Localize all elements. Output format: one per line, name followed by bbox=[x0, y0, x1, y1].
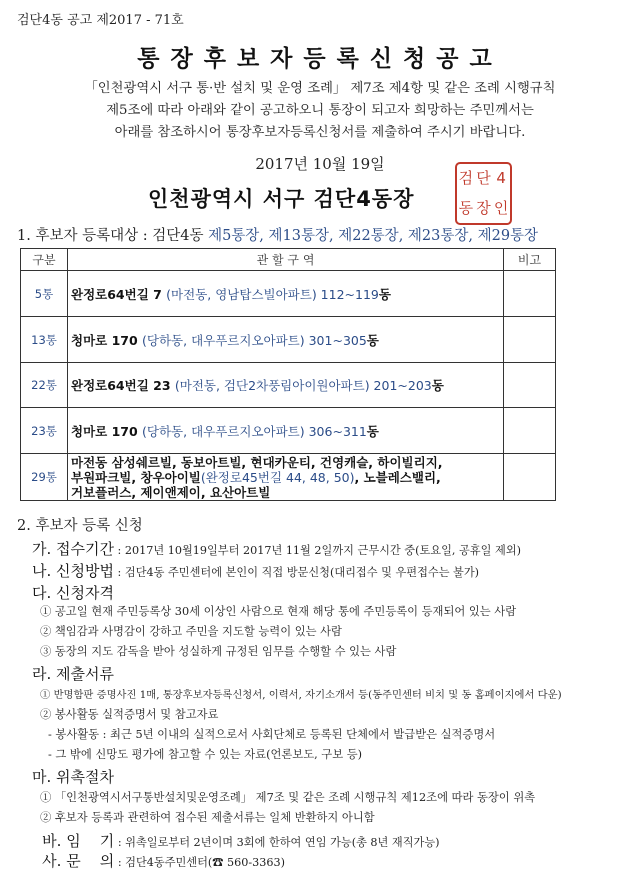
tong-number: 5통 bbox=[21, 271, 68, 317]
table-row bbox=[21, 363, 556, 408]
appointment-heading bbox=[32, 766, 114, 787]
appointment-item: ① 「인천광역시서구통반설치및운영조례」 제7조 및 같은 조례 시행규칙 제12조에 따라 동장이 위촉 bbox=[40, 791, 536, 804]
address: 청마로 170 bbox=[71, 332, 143, 348]
appointment-label: 마. 위촉절차 bbox=[32, 768, 114, 786]
tong-number: 29통 bbox=[21, 454, 68, 501]
seal-char: 장 bbox=[476, 198, 491, 217]
period-value: 2017년 10월19일부터 2017년 11월 2일까지 근무시간 중(토요일, 공휴일 제외) bbox=[124, 544, 521, 557]
qualification-item: ③ 동장의 지도 감독을 받아 성실하게 규정된 임무를 수행할 수 있는 사람 bbox=[40, 645, 397, 658]
address: 완정로64번길 23 bbox=[71, 378, 175, 393]
header-category: 구분 bbox=[21, 249, 68, 271]
contact-value: 검단4동주민센터(☎ 560-3363) bbox=[125, 856, 286, 869]
area-line bbox=[71, 470, 503, 485]
area-text: 부원파크빌, 창우아이빌 bbox=[71, 469, 201, 485]
documents-heading bbox=[32, 663, 114, 684]
seal-char: 단 bbox=[476, 169, 491, 188]
area-detail: (완정로45번길 44, 48, 50) bbox=[200, 469, 355, 485]
section1-heading bbox=[17, 224, 538, 245]
address: 완정로64번길 7 bbox=[71, 286, 167, 302]
tong-number: 22통 bbox=[21, 363, 68, 408]
area-suffix: 동 bbox=[431, 378, 444, 393]
area-suffix: 동 bbox=[366, 332, 379, 348]
seal-char: 동 bbox=[458, 198, 474, 217]
intro-line: 「인천광역시 서구 통·반 설치 및 운영 조례」 제7조 제4항 및 같은 조례 시행규칙 bbox=[84, 81, 556, 96]
method-value: 검단4동 주민센터에 본인이 직접 방문신청(대리접수 및 우편접수는 불가) bbox=[124, 566, 480, 579]
area-suffix: 동 bbox=[378, 286, 391, 302]
document-number: 검단4동 공고 제2017 - 71호 bbox=[17, 13, 184, 28]
jurisdiction-table bbox=[20, 248, 556, 501]
table-header-row bbox=[21, 249, 556, 271]
address: 청마로 170 bbox=[71, 423, 143, 439]
table-row bbox=[21, 408, 556, 454]
section1-label: 1. 후보자 등록대상 : 검단4동 bbox=[17, 228, 209, 244]
document-sub-item: - 그 밖에 신망도 평가에 참고할 수 있는 자료(언론보도, 구보 등) bbox=[48, 748, 363, 761]
note-cell bbox=[504, 454, 556, 501]
area-suffix: 동 bbox=[366, 423, 379, 439]
section1-targets: 제5통장, 제13통장, 제22통장, 제23통장, 제29통장 bbox=[208, 228, 539, 244]
intro-paragraph bbox=[0, 78, 640, 144]
jurisdiction-area bbox=[68, 317, 504, 363]
section2-heading: 2. 후보자 등록 신청 bbox=[17, 518, 143, 534]
jurisdiction-area bbox=[68, 271, 504, 317]
seal-char: 검 bbox=[458, 169, 474, 188]
intro-line: 제5조에 따라 아래와 같이 공고하오니 통장이 되고자 희망하는 주민께서는 bbox=[106, 103, 534, 118]
tong-number: 13통 bbox=[21, 317, 68, 363]
contact-info bbox=[32, 831, 285, 871]
separator: : bbox=[114, 856, 126, 869]
separator: : bbox=[114, 544, 125, 557]
area-detail: (당하동, 대우푸르지오아파트) 306~311 bbox=[142, 423, 367, 439]
table-row bbox=[21, 454, 556, 501]
appointment-item: ② 후보자 등록과 관련하여 접수된 제출서류는 일체 반환하지 아니함 bbox=[40, 811, 375, 824]
intro-line: 아래를 참조하시어 통장후보자등록신청서를 제출하여 주시기 바랍니다. bbox=[114, 125, 526, 140]
area-line: 마전동 삼성쉐르빌, 동보아트빌, 현대카운티, 건영캐슬, 하이빌리지, bbox=[71, 454, 443, 470]
header-area: 관 할 구 역 bbox=[68, 249, 504, 271]
area-detail: (마전동, 검단2차풍림아이원아파트) 201~203 bbox=[174, 378, 432, 393]
header-note: 비고 bbox=[504, 249, 556, 271]
qualification-label: 다. 신청자격 bbox=[32, 584, 114, 602]
note-cell bbox=[504, 317, 556, 363]
note-cell bbox=[504, 271, 556, 317]
method-label: 나. 신청방법 bbox=[32, 562, 114, 580]
documents-label: 라. 제출서류 bbox=[32, 665, 114, 683]
issuer-name: 인천광역시 서구 검단4동장 bbox=[148, 187, 415, 211]
tong-number: 23통 bbox=[21, 408, 68, 454]
document-sub-item: - 봉사활동 : 최근 5년 이내의 실적으로서 사회단체로 등록된 단체에서 발급받은 실적증명서 bbox=[48, 728, 496, 741]
area-line: 거보플러스, 제이앤제이, 요산아트빌 bbox=[71, 484, 271, 500]
jurisdiction-area bbox=[68, 363, 504, 408]
separator: : bbox=[114, 566, 125, 579]
table-row bbox=[21, 271, 556, 317]
area-detail: (마전동, 영남탑스빌아파트) 112~119 bbox=[166, 286, 379, 302]
qualification-item: ① 공고일 현재 주민등록상 30세 이상인 사람으로 현재 해당 통에 주민등록이 등재되어 있는 사람 bbox=[40, 605, 517, 618]
qualification-heading bbox=[32, 582, 114, 603]
jurisdiction-area bbox=[68, 408, 504, 454]
application-period bbox=[32, 538, 521, 559]
seal-char: 4 bbox=[496, 169, 506, 188]
seal-char: 인 bbox=[493, 198, 509, 217]
jurisdiction-area bbox=[68, 454, 504, 501]
note-cell bbox=[504, 408, 556, 454]
table-row bbox=[21, 317, 556, 363]
area-text: , 노블레스밸리, bbox=[354, 469, 441, 485]
term-label: 바. 임 기 bbox=[42, 832, 115, 850]
notice-date: 2017년 10월 19일 bbox=[255, 155, 385, 173]
separator: : bbox=[114, 836, 126, 849]
official-seal-stamp bbox=[455, 162, 512, 225]
note-cell bbox=[504, 363, 556, 408]
period-label: 가. 접수기간 bbox=[32, 540, 114, 558]
application-method bbox=[32, 560, 479, 581]
qualification-item: ② 책임감과 사명감이 강하고 주민을 지도할 능력이 있는 사람 bbox=[40, 625, 342, 638]
contact-label: 사. 문 의 bbox=[42, 852, 115, 870]
document-title: 통장후보자등록신청공고 bbox=[137, 46, 503, 72]
term-value: 위촉일로부터 2년이며 3회에 한하여 연임 가능(총 8년 재직가능) bbox=[125, 836, 440, 849]
document-item: ① 반명함판 증명사진 1매, 통장후보자등록신청서, 이력서, 자기소개서 등(동주민센터 비치 및 동 홈페이지에서 다운) bbox=[40, 689, 562, 701]
document-item: ② 봉사활동 실적증명서 및 참고자료 bbox=[40, 708, 219, 721]
area-detail: (당하동, 대우푸르지오아파트) 301~305 bbox=[142, 332, 367, 348]
